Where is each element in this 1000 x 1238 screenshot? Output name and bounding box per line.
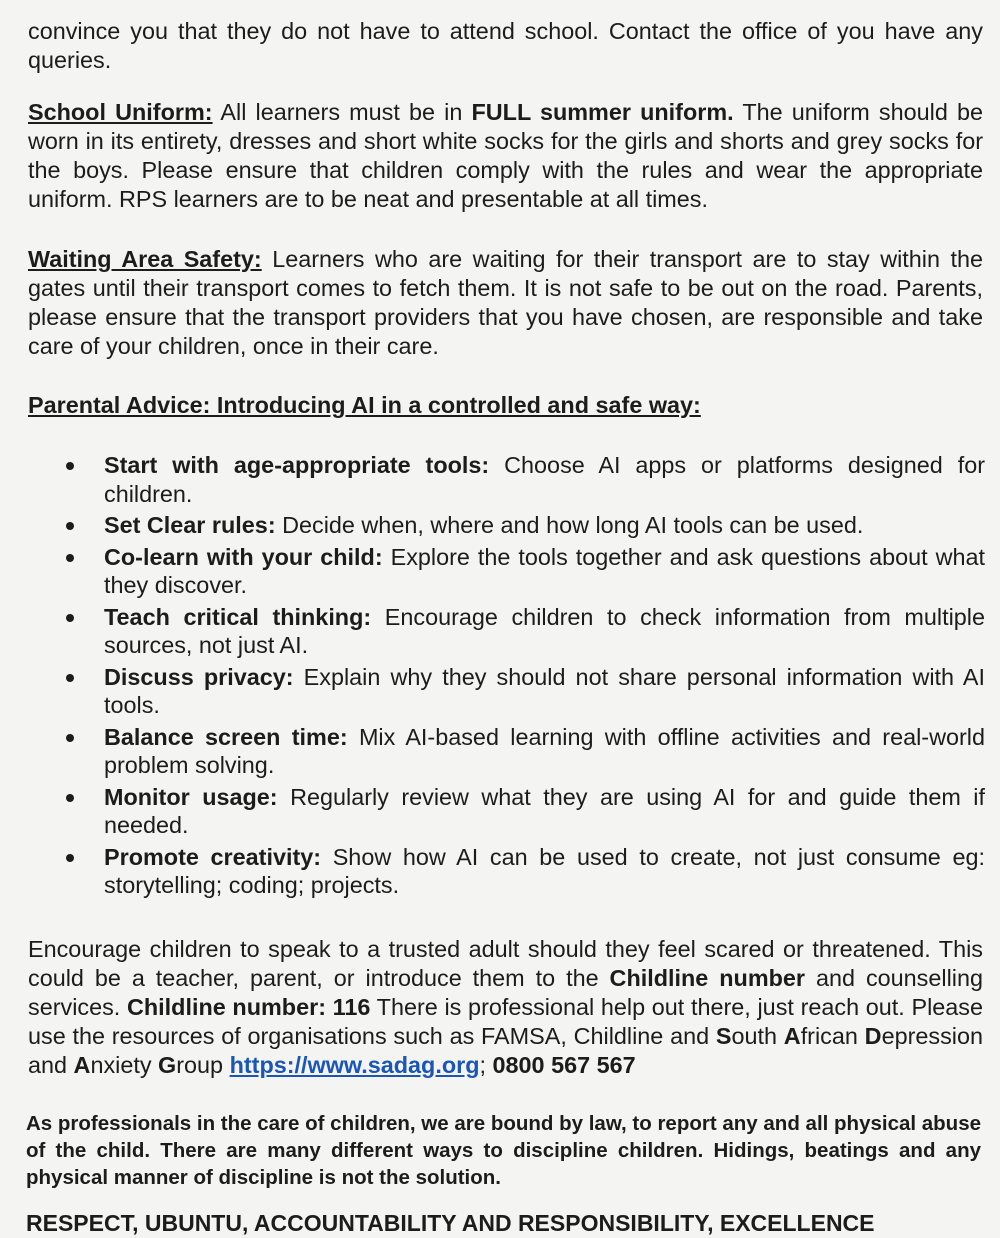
list-item: [0, 451, 985, 508]
support-paragraph: [28, 935, 983, 1080]
sadag-text: nxiety: [90, 1052, 159, 1078]
list-item: [0, 723, 985, 780]
sadag-text: epression and: [28, 1023, 983, 1078]
sadag-link[interactable]: https://www.sadag.org: [229, 1052, 480, 1078]
parental-advice-title: Parental Advice: Introducing AI in a controlled and safe way:: [28, 392, 701, 418]
sadag-text: frican: [800, 1023, 865, 1049]
support-text-1: Encourage children to speak to a trusted adult should they feel scared or threatened. This could be a teacher, parent, or introduce them to the: [28, 936, 983, 991]
support-text-3: There is professional help out there, just reach out. Please use the resources of organisations such as FAMSA, Childline and: [28, 994, 983, 1049]
advice-label: Co-learn with your child:: [104, 543, 383, 570]
sadag-text: roup: [176, 1052, 230, 1078]
advice-text: Mix AI-based learning with offline activities and real-world problem solving.: [104, 723, 985, 778]
advice-label: Monitor usage:: [104, 783, 278, 810]
separator: ;: [479, 1052, 493, 1078]
uniform-heading: School Uniform:: [28, 99, 213, 125]
bullet-icon: [66, 614, 74, 622]
list-item: [0, 603, 985, 660]
list-item: [0, 843, 985, 900]
intro-paragraph: [28, 17, 983, 75]
advice-text: Explain why they should not share personal information with AI tools.: [104, 663, 985, 718]
uniform-paragraph: [28, 98, 983, 214]
advice-text: Decide when, where and how long AI tools can be used.: [275, 512, 864, 538]
sadag-initial: A: [73, 1052, 91, 1078]
support-text-2: and counselling services.: [28, 965, 983, 1020]
bullet-icon: [66, 674, 74, 682]
waiting-paragraph: [28, 245, 983, 361]
bullet-icon: [66, 734, 74, 742]
advice-label: Promote creativity:: [104, 843, 322, 870]
bullet-icon: [66, 462, 74, 470]
sadag-phone: 0800 567 567: [492, 1052, 636, 1078]
waiting-heading: Waiting Area Safety:: [28, 246, 262, 272]
childline-number: Childline number: 116: [126, 994, 371, 1020]
advice-text: Encourage children to check information from multiple sources, not just AI.: [104, 603, 986, 658]
uniform-emphasis: FULL summer uniform.: [471, 99, 734, 125]
advice-text: Show how AI can be used to create, not just consume eg: storytelling; coding; projects.: [104, 843, 985, 898]
school-motto: RESPECT, UBUNTU, ACCOUNTABILITY AND RESPONSIBILITY, EXCELLENCE: [26, 1210, 875, 1236]
sadag-initial: S: [715, 1023, 732, 1049]
advice-text: Choose AI apps or platforms designed for children.: [104, 452, 985, 507]
bullet-icon: [66, 794, 74, 802]
bullet-icon: [66, 554, 74, 562]
list-item: [0, 783, 985, 840]
legal-notice: As professionals in the care of children, we are bound by law, to report any and all physical abuse of the child. There are many different ways to discipline children. Hidings, beatings and any physical manner of discipline is not the solution.: [26, 1112, 982, 1189]
sadag-initial: A: [783, 1023, 801, 1049]
sadag-initial: G: [158, 1052, 177, 1078]
sadag-initial: D: [864, 1023, 882, 1049]
advice-text: Regularly review what they are using AI for and guide them if needed.: [104, 783, 985, 838]
waiting-body: Learners who are waiting for their transport are to stay within the gates until their transport comes to fetch them. It is not safe to be out on the road. Parents, please ensure that the transport providers that you have chosen, are responsible and take care of your children, once in their care.: [28, 246, 984, 359]
advice-label: Discuss privacy:: [104, 663, 294, 690]
list-item: [0, 663, 985, 720]
advice-label: Set Clear rules:: [104, 512, 276, 538]
advice-label: Start with age-appropriate tools:: [104, 452, 490, 478]
advice-text: Explore the tools together and ask questions about what they discover.: [104, 543, 985, 598]
bullet-icon: [66, 522, 74, 530]
childline-label: Childline number: [609, 965, 806, 991]
sadag-text: outh: [731, 1023, 784, 1049]
bullet-icon: [66, 854, 74, 862]
list-item: [0, 511, 985, 540]
list-item: [0, 543, 985, 600]
intro-text: convince you that they do not have to attend school. Contact the office of you have any queries.: [28, 18, 983, 73]
uniform-lead: All learners must be in: [212, 99, 472, 125]
advice-label: Teach critical thinking:: [104, 603, 372, 630]
advice-label: Balance screen time:: [104, 723, 348, 750]
uniform-body: The uniform should be worn in its entirety, dresses and short white socks for the girls and shorts and grey socks for the boys. Please ensure that children comply with the rules and wear the appropriate uniform. RPS learners are to be neat and presentable at all times.: [28, 99, 983, 212]
advice-list: [0, 451, 985, 903]
